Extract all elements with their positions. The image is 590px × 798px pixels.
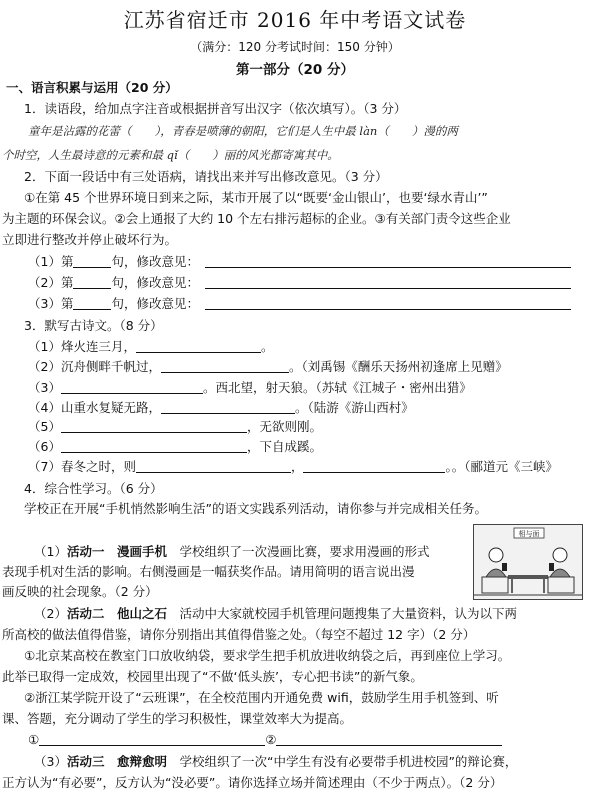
comic-caption: 相与面 (518, 530, 540, 538)
q3-item (28, 439, 322, 455)
item-text: 。 (260, 339, 274, 354)
comic-image (473, 524, 583, 600)
q3-item (28, 400, 414, 416)
item-text: ，无欲则刚。 (246, 419, 322, 434)
activity-label: 活动一 漫画手机 (66, 544, 167, 559)
answer-marker: ② (265, 732, 277, 747)
fill-blank[interactable] (161, 359, 289, 373)
answer-blank-1[interactable] (39, 732, 265, 746)
revision-answer-line[interactable] (205, 309, 571, 310)
q4-intro: 学校正在开展“手机悄然影响生活”的语文实践系列活动，请你参与并完成相关任务。 (24, 501, 487, 516)
part-heading: 第一部分（20 分） (236, 62, 354, 78)
q2-answer-row (28, 296, 199, 312)
exam-subtitle: （满分：120 分考试时间：150 分钟） (190, 40, 400, 54)
item-text: （4）山重水复疑无路， (28, 400, 161, 415)
fill-blank[interactable] (61, 439, 247, 453)
comic-drawing (474, 525, 582, 599)
item-text: （6） (28, 439, 61, 454)
activity1-line3: 画反映的社会现象。（2 分） (2, 584, 158, 599)
fill-blank[interactable] (136, 459, 291, 473)
fill-blank[interactable] (161, 400, 295, 414)
activity-label: 活动二 他山之石 (66, 606, 167, 621)
fill-blank[interactable] (303, 459, 445, 473)
item-text: （5） (28, 419, 61, 434)
fill-blank[interactable] (61, 419, 247, 433)
q3-stem: 3．默写古诗文。（8 分） (24, 318, 163, 333)
sentence-number-blank[interactable] (73, 296, 111, 310)
item-text: 。（陆游《游山西村》 (294, 400, 414, 415)
activity2-answer-row (28, 732, 502, 748)
row-prefix: （2）第 (28, 275, 74, 290)
item-text: 。。（郦道元《三峡》 (445, 459, 558, 474)
row-prefix: （1）第 (28, 254, 74, 269)
q4-stem: 4．综合性学习。（6 分） (24, 481, 163, 496)
activity2-line2: 所高校的做法值得借鉴，请你分别指出其值得借鉴之处。（每空不超过 12 字）（2 分） (2, 627, 476, 642)
activity-text: 活动中大家就校园手机管理问题搜集了大量资料，认为以下两 (179, 606, 517, 621)
fill-blank[interactable] (61, 380, 203, 394)
q3-item (28, 380, 472, 396)
q1-stem: 1．读语段，给加点字注音或根据拼音写出汉字（依次填写）。（3 分） (24, 101, 407, 116)
q1-passage-line1: 童年是沾露的花蕾（ ），青春是喷薄的朝阳，它们是人生中最 làn（ ）漫的两 (28, 124, 458, 138)
activity-number: （3） (34, 754, 67, 769)
case2-line1: ②浙江某学院开设了“云班课”，在全校范围内开通免费 wifi，鼓励学生用手机签到、听 (24, 690, 499, 705)
q2-answer-row (28, 254, 199, 270)
row-label: 句，修改意见： (111, 254, 199, 269)
answer-marker: ① (28, 732, 40, 747)
activity-label: 活动三 愈辩愈明 (66, 754, 167, 769)
activity-text: 学校组织了一次“中学生有没有必要带手机进校园”的辩论赛， (179, 754, 518, 769)
q3-item (28, 339, 273, 355)
row-prefix: （3）第 (28, 296, 74, 311)
answer-blank-2[interactable] (276, 732, 502, 746)
activity1-line2: 表现手机对生活的影响。右侧漫画是一幅获奖作品。请用简明的语言说出漫 (2, 564, 415, 579)
item-text: （2）沉舟侧畔千帆过， (28, 359, 161, 374)
activity1-line1 (34, 544, 430, 560)
q3-item (28, 459, 558, 475)
section-heading: 一、语言积累与运用（20 分） (6, 80, 178, 95)
q2-stem: 2．下面一段话中有三处语病，请找出来并写出修改意见。（3 分） (24, 169, 388, 184)
row-label: 句，修改意见： (111, 296, 199, 311)
q3-item (28, 419, 322, 435)
q2-passage-line1: ①在第 45 个世界环境日到来之际，某市开展了以“既要‘金山银山’，也要‘绿水青山’” (24, 190, 488, 205)
revision-answer-line[interactable] (205, 288, 571, 289)
activity-number: （1） (34, 544, 67, 559)
item-text: ， (290, 459, 304, 474)
q2-passage-line3: 立即进行整改并停止破坏行为。 (2, 232, 178, 247)
q1-passage-line2: 个时空，人生最诗意的元素和最 qǐ（ ）丽的风光都寄寓其中。 (2, 148, 339, 162)
q2-passage-line2: 为主题的环保会议。②会上通报了大约 10 个左右排污超标的企业。③有关部门责令这些企业 (2, 211, 511, 226)
activity-number: （2） (34, 606, 67, 621)
case2-line2: 课、答题，充分调动了学生的学习积极性，课堂效率大为提高。 (2, 711, 353, 726)
item-text: （1）烽火连三月， (28, 339, 136, 354)
sentence-number-blank[interactable] (73, 254, 111, 268)
revision-answer-line[interactable] (205, 267, 571, 268)
q2-answer-row (28, 275, 199, 291)
case1-line2: 此举已取得一定成效，校园里出现了“不做‘低头族’，专心把书读”的新气象。 (2, 669, 423, 684)
activity2-line1 (34, 606, 517, 622)
item-text: ，下自成蹊。 (246, 439, 322, 454)
activity3-line1 (34, 754, 517, 770)
item-text: 。（刘禹锡《酬乐天扬州初逢席上见赠》 (288, 359, 508, 374)
q3-item (28, 359, 508, 375)
activity-text: 学校组织了一次漫画比赛，要求用漫画的形式 (179, 544, 430, 559)
sentence-number-blank[interactable] (73, 275, 111, 289)
item-text: （7）春冬之时，则 (28, 459, 136, 474)
item-text: 。西北望，射天狼。（苏轼《江城子・密州出猎》 (202, 380, 472, 395)
fill-blank[interactable] (136, 339, 261, 353)
exam-title: 江苏省宿迁市 2016 年中考语文试卷 (123, 8, 467, 32)
row-label: 句，修改意见： (111, 275, 199, 290)
case1-line1: ①北京某高校在教室门口放收纳袋，要求学生把手机放进收纳袋之后，再到座位上学习。 (24, 648, 511, 663)
activity3-line2: 正方认为“有必要”，反方认为“没必要”。请你选择立场并简述理由（不少于两点）。（2 分） (2, 775, 503, 790)
item-text: （3） (28, 380, 61, 395)
